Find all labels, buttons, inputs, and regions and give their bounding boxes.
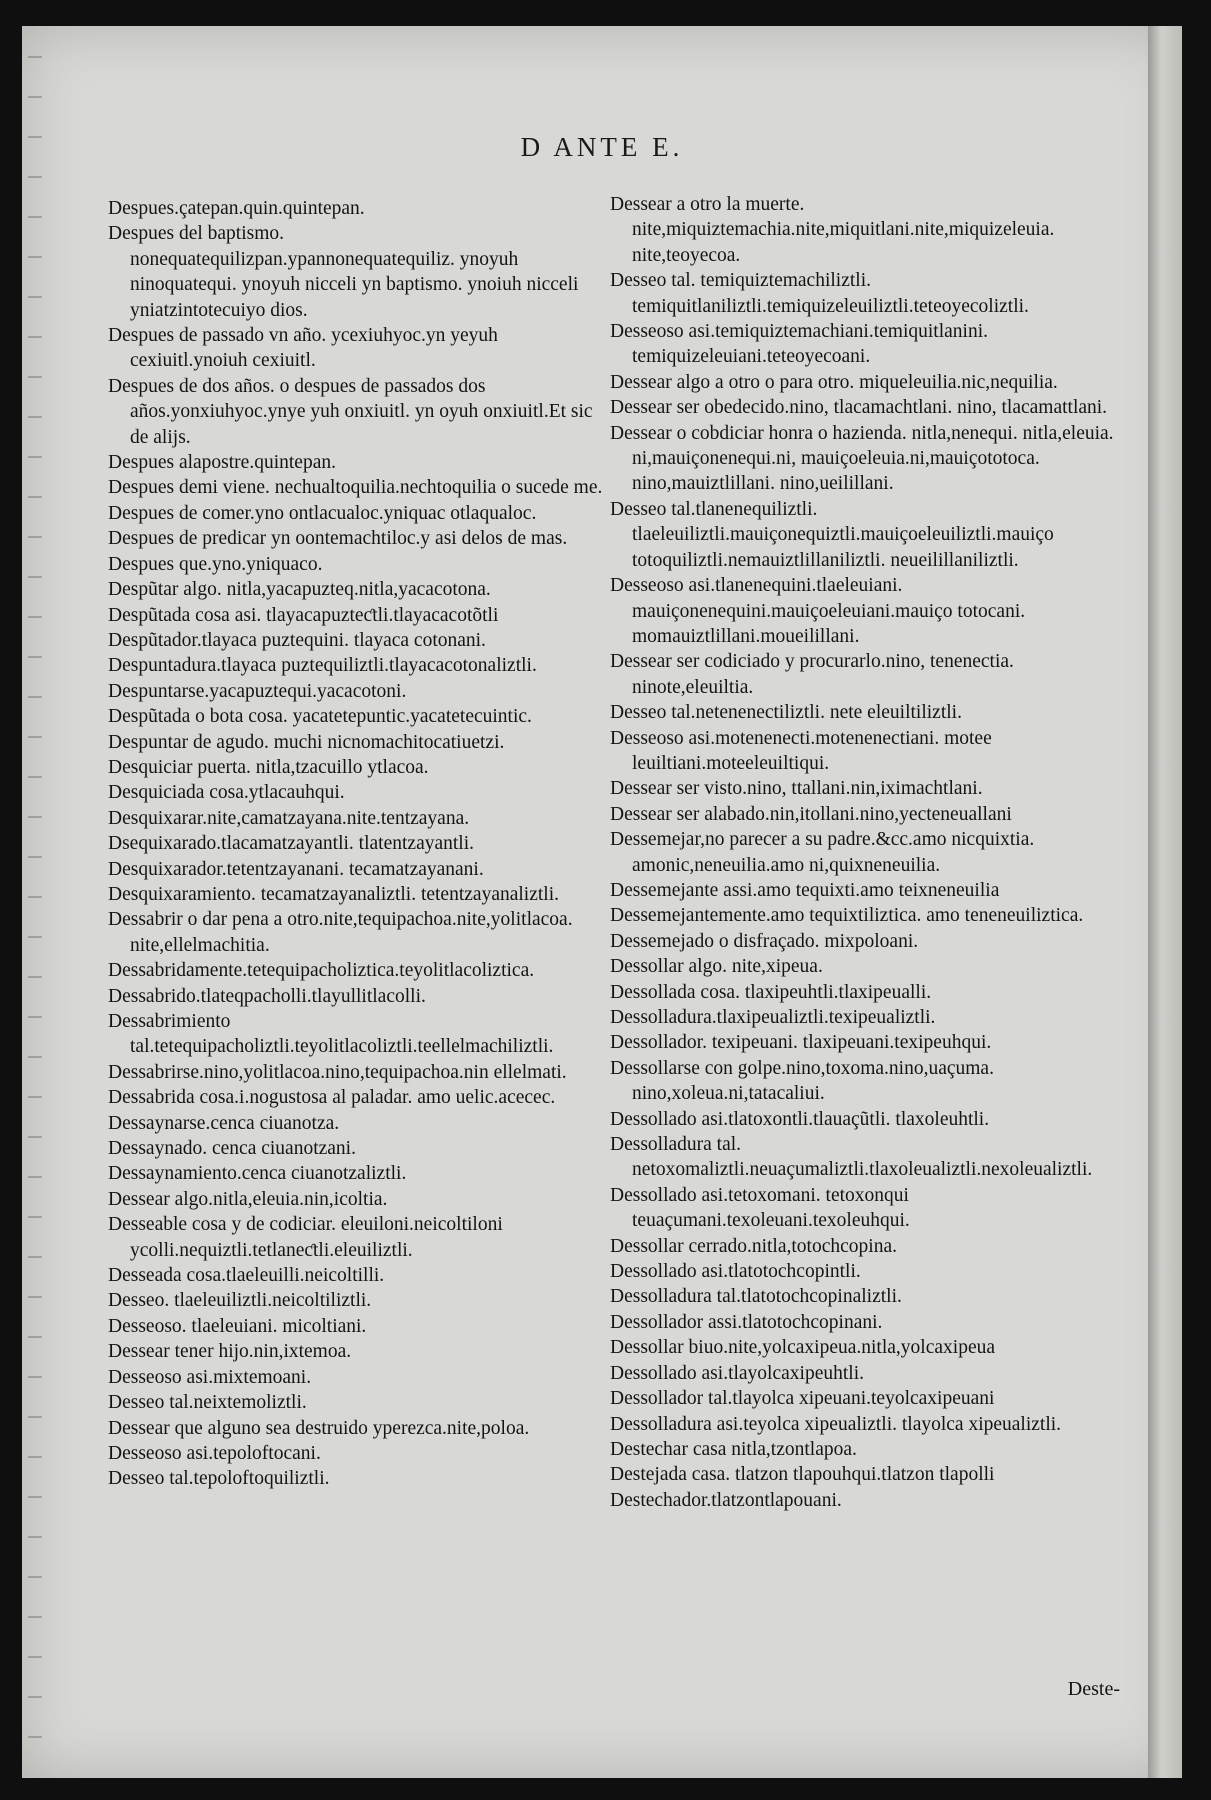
dictionary-entry: Despues demi viene. nechualtoquilia.nechtoquilia o sucede me. — [108, 477, 603, 499]
dictionary-entry: Dessear algo a otro o para otro. miqueleuilia.nic,nequilia. — [610, 371, 1058, 393]
dictionary-entry: Dessolladura tal. netoxomaliztli.neuaçumaliztli.tlaxoleualiztli.nexoleualiztli. — [610, 1134, 1093, 1181]
dictionary-entry: Dessabridamente.tetequipacholiztica.teyolitlacoliztica. — [108, 960, 535, 982]
book-page — [22, 26, 1182, 1778]
dictionary-entry: Dessabrimiento tal.tetequipacholiztli.teyolitlacoliztli.teellelmachiliztli. — [108, 1011, 554, 1058]
dictionary-entry: Desseoso asi.mixtemoani. — [108, 1366, 312, 1388]
dictionary-entry: Despuntadura.tlayaca puztequiliztli.tlayacacotonaliztli. — [108, 655, 537, 677]
dictionary-entry: Dessollado asi.tlatotochcopintli. — [610, 1261, 861, 1283]
dictionary-entry: Dessaynarse.cenca ciuanotza. — [108, 1112, 340, 1134]
dictionary-entry: Despues del baptismo. nonequatequilizpan.ypannonequatequiliz. ynoyuh ninoquatequi. ynoyuh nicceli yn baptismo. ynoiuh nicceli yniatzintotecuiyo dios. — [108, 223, 579, 321]
dictionary-entry: Despues.çatepan.quin.quintepan. — [108, 198, 365, 219]
dictionary-entry: Desquixarador.tetentzayanani. tecamatzayanani. — [108, 858, 484, 880]
dictionary-entry: Desseo tal.netenenectiliztli. nete eleuiltiliztli. — [610, 702, 962, 724]
dictionary-entry: Dessabrir o dar pena a otro.nite,tequipachoa.nite,yolitlacoa. nite,ellelmachitia. — [108, 909, 573, 956]
dictionary-entry: Dessear ser visto.nino, ttallani.nin,iximachtlani. — [610, 778, 983, 800]
dictionary-entry: Desseoso asi.motenenecti.motenenectiani. motee leuiltiani.moteeleuiltiqui. — [610, 727, 992, 774]
dictionary-entry: Dessaynamiento.cenca ciuanotzaliztli. — [108, 1163, 407, 1185]
dictionary-entry: Dessollada cosa. tlaxipeuhtli.tlaxipeualli. — [610, 981, 932, 1003]
dictionary-entry: Destechar casa nitla,tzontlapoa. — [610, 1438, 857, 1460]
dictionary-entry: Desquixarar.nite,camatzayana.nite.tentzayana. — [108, 807, 470, 829]
dictionary-entry: Dessollar cerrado.nitla,totochcopina. — [610, 1235, 897, 1257]
dictionary-entry: Desseable cosa y de codiciar. eleuiloni.neicoltiloni ycolli.nequiztli.tetlaneƈtli.eleuiliztli. — [108, 1214, 503, 1261]
dictionary-entry: Dessollador. texipeuani. tlaxipeuani.texipeuhqui. — [610, 1032, 992, 1054]
dictionary-entry: Dessemejantemente.amo tequixtiliztica. amo teneneuiliztica. — [610, 905, 1084, 927]
dictionary-entry: Desseo tal. temiquiztemachiliztli. temiquitlaniliztli.temiquizeleuiliztli.teteoyecoliztli. — [610, 270, 1029, 317]
dictionary-entry: Despues de comer.yno ontlacualoc.yniquac otlaqualoc. — [108, 502, 537, 524]
dictionary-entry: Dessear ser alabado.nin,itollani.nino,yecteneuallani — [610, 803, 1012, 825]
dictionary-entry: Desseo tal.tlanenequiliztli. tlaeleuiliztli.mauiçonequiztli.mauiçoeleuiliztli.mauiço totoquiliztli.nemauiztlillaniliztli. neueilillaniliztli. — [610, 498, 1054, 571]
dictionary-entry: Dsequixarado.tlacamatzayantli. tlatentzayantli. — [108, 833, 475, 855]
dictionary-entry: Despũtar algo. nitla,yacapuzteq.nitla,yacacotona. — [108, 579, 491, 601]
dictionary-entry: Despuntarse.yacapuztequi.yacacotoni. — [108, 680, 407, 702]
dictionary-entry: Desquiciar puerta. nitla,tzacuillo ytlacoa. — [108, 756, 429, 778]
left-column — [108, 196, 608, 1492]
dictionary-entry: Dessemejar,no parecer a su padre.&cc.amo nicquixtia. amonic,neneuilia.amo ni,quixneneuilia. — [610, 829, 1035, 876]
dictionary-entry: Dessear o cobdiciar honra o hazienda. nitla,nenequi. nitla,eleuia. ni,mauiçonenequi.ni, mauiçoeleuia.ni,mauiçototoca. nino,mauiztlillani. nino,ueilillani. — [610, 422, 1114, 495]
dictionary-entry: Dessear que alguno sea destruido yperezca.nite,poloa. — [108, 1417, 530, 1439]
dictionary-entry: Destechador.tlatzontlapouani. — [610, 1489, 842, 1511]
dictionary-entry: Dessollar biuo.nite,yolcaxipeua.nitla,yolcaxipeua — [610, 1337, 996, 1359]
dictionary-entry: Despũtada cosa asi. tlayacapuzteƈtli.tlayacacotõtli — [108, 604, 499, 626]
dictionary-entry: Dessollado asi.tlatoxontli.tlauaçũtli. tlaxoleuhtli. — [610, 1108, 990, 1130]
catchword: Deste- — [1067, 1678, 1120, 1700]
dictionary-entry: Dessollado asi.tetoxomani. tetoxonqui teuaçumani.texoleuani.texoleuhqui. — [610, 1184, 910, 1232]
dictionary-entry: Desseo tal.tepoloftoquiliztli. — [108, 1468, 330, 1490]
dictionary-entry: Dessollarse con golpe.nino,toxoma.nino,uaçuma. nino,xoleua.ni,tatacaliui. — [610, 1057, 994, 1105]
dictionary-entry: Desseada cosa.tlaeleuilli.neicoltilli. — [108, 1265, 385, 1287]
dictionary-entry: Dessolladura tal.tlatotochcopinaliztli. — [610, 1286, 902, 1308]
dictionary-entry: Desseo tal.neixtemoliztli. — [108, 1392, 307, 1414]
dictionary-entry: Dessollador tal.tlayolca xipeuani.teyolcaxipeuani — [610, 1388, 995, 1410]
dictionary-entry: Despues de passado vn año. ycexiuhyoc.yn yeyuh cexiuitl.ynoiuh cexiuitl. — [108, 325, 498, 372]
dictionary-entry: Dessollar algo. nite,xipeua. — [610, 956, 823, 978]
page-header: D ANTE E. — [520, 132, 684, 162]
dictionary-entry: Desquixaramiento. tecamatzayanaliztli. tetentzayanaliztli. — [108, 883, 559, 905]
dictionary-entry: Dessolladura asi.teyolca xipeualiztli. tlayolca xipeualiztli. — [610, 1413, 1062, 1435]
dictionary-entry: Dessear a otro la muerte. nite,miquiztemachia.nite,miquitlani.nite,miquizeleuia. nite,teoyecoa. — [610, 194, 1055, 266]
dictionary-entry: Despues de predicar yn oontemachtiloc.y asi delos de mas. — [108, 528, 568, 550]
dictionary-entry: Desseoso asi.tepoloftocani. — [108, 1442, 321, 1464]
dictionary-entry: Dessear ser obedecido.nino, tlacamachtlani. nino, tlacamattlani. — [610, 397, 1108, 419]
dictionary-entry: Despũtador.tlayaca puztequini. tlayaca cotonani. — [108, 629, 486, 651]
dictionary-entry: Dessabrirse.nino,yolitlacoa.nino,tequipachoa.nin ellelmati. — [108, 1061, 567, 1083]
dictionary-entry: Desseoso asi.temiquiztemachiani.temiquitlanini. temiquizeleuiani.teteoyecoani. — [610, 321, 988, 368]
dictionary-entry: Despuntar de agudo. muchi nicnomachitocatiuetzi. — [108, 731, 505, 753]
dictionary-entry: Dessolladura.tlaxipeualiztli.texipeualiztli. — [610, 1007, 936, 1028]
dictionary-entry: Desquiciada cosa.ytlacauhqui. — [108, 782, 345, 804]
dictionary-entry: Despues alapostre.quintepan. — [108, 452, 336, 474]
dictionary-entry: Desseoso asi.tlanenequini.tlaeleuiani. mauiçonenequini.mauiçoeleuiani.mauiço totocani. momauiztlillani.moueilillani. — [610, 575, 1026, 647]
dictionary-entry: Desseo. tlaeleuiliztli.neicoltiliztli. — [108, 1290, 372, 1312]
dictionary-entry: Dessaynado. cenca ciuanotzani. — [108, 1138, 356, 1160]
dictionary-entry: Desseoso. tlaeleuiani. micoltiani. — [108, 1315, 367, 1337]
dictionary-entry: Despũtada o bota cosa. yacatetepuntic.yacatetecuintic. — [108, 706, 532, 728]
dictionary-entry: Despues que.yno.yniquaco. — [108, 553, 323, 575]
page-edge-marks — [28, 56, 42, 1756]
dictionary-entry: Dessear ser codiciado y procurarlo.nino, tenenectia. ninote,eleuiltia. — [610, 651, 1014, 698]
dictionary-entry: Despues de dos años. o despues de passados dos años.yonxiuhyoc.ynye yuh onxiuitl. yn oyuh onxiuitl.Et sic de alijs. — [108, 375, 593, 448]
dictionary-entry: Dessear algo.nitla,eleuia.nin,icoltia. — [108, 1188, 388, 1210]
dictionary-entry: Dessollador assi.tlatotochcopinani. — [610, 1311, 883, 1333]
dictionary-entry: Destejada casa. tlatzon tlapouhqui.tlatzon tlapolli — [610, 1464, 995, 1486]
dictionary-entry: Dessollado asi.tlayolcaxipeuhtli. — [610, 1362, 864, 1384]
facing-page-gutter — [1148, 26, 1182, 1778]
dictionary-entry: Dessemejante assi.amo tequixti.amo teixneneuilia — [610, 879, 1000, 901]
right-column — [610, 192, 1122, 1513]
dictionary-entry: Dessear tener hijo.nin,ixtemoa. — [108, 1341, 352, 1363]
dictionary-entry: Dessemejado o disfraçado. mixpoloani. — [610, 930, 919, 952]
dictionary-entry: Dessabrida cosa.i.nogustosa al paladar. amo uelic.acecec. — [108, 1087, 556, 1109]
dictionary-entry: Dessabrido.tlateqpacholli.tlayullitlacolli. — [108, 985, 426, 1007]
